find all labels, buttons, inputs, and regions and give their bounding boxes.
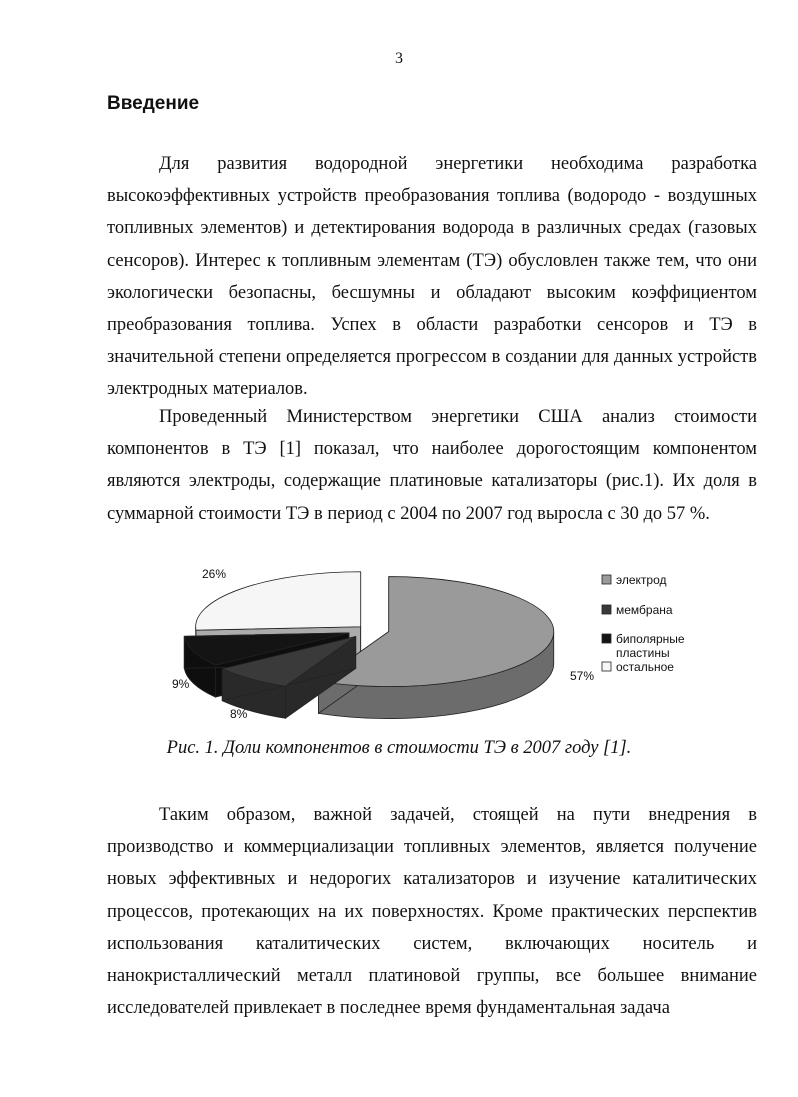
- svg-text:пластины: пластины: [616, 646, 670, 660]
- legend-item-5: [602, 660, 674, 674]
- paragraph-intro: Для развития водородной энергетики необходима разработка высокоэффективных устройств преобразования топлива (водородо - воздушных топливных элементов) и детектирования водорода в различных средах (газовых сенсоров). Интерес к топливным элементам (ТЭ) обусловлен также тем, что они экологически безопасны, бесшумны и обладают высоким коэффициентом преобразования топлива. Успех в области разработки сенсоров и ТЭ в значительной степени определяется прогрессом в создании для данных устройств электродных материалов.: [107, 154, 757, 400]
- pie-chart: [150, 560, 710, 735]
- figure-caption: Рис. 1. Доли компонентов в стоимости ТЭ в 2007 году [1].: [166, 738, 632, 758]
- pie-slices: [184, 572, 553, 719]
- svg-text:биполярные: биполярные: [616, 632, 685, 646]
- chart-legend: [602, 573, 685, 674]
- svg-text:остальное: остальное: [616, 660, 674, 674]
- legend-item-1: [602, 573, 667, 587]
- svg-text:электрод: электрод: [616, 573, 667, 587]
- page-number: 3: [395, 50, 403, 67]
- paragraph-conclusion: Таким образом, важной задачей, стоящей на пути внедрения в производство и коммерциализации топливных элементов, является получение новых эффективных и недорогих катализаторов и изучение каталитических процессов, протекающих на их поверхностях. Кроме практических перспектив использования каталитических систем, включающих носитель и нанокристаллический металл платиновой группы, все большее внимание исследователей привлекает в последнее время фундаментальная задача: [107, 805, 757, 1019]
- pie-label-2: 8%: [230, 707, 248, 721]
- svg-text:мембрана: мембрана: [616, 603, 673, 617]
- legend-item-4: [616, 646, 670, 660]
- pie-label-3: 9%: [172, 677, 190, 691]
- legend-item-2: [602, 603, 673, 617]
- paragraph-cost-analysis: Проведенный Министерством энергетики США анализ стоимости компонентов в ТЭ [1] показал, что наиболее дорогостоящим компонентом являются электроды, содержащие платиновые катализаторы (рис.1). Их доля в суммарной стоимости ТЭ в период с 2004 по 2007 год выросла с 30 до 57 %.: [107, 407, 757, 524]
- section-heading: Введение: [107, 93, 200, 114]
- pie-label-4: 26%: [202, 567, 227, 581]
- legend-item-3: [602, 632, 685, 646]
- pie-label-1: 57%: [570, 669, 595, 683]
